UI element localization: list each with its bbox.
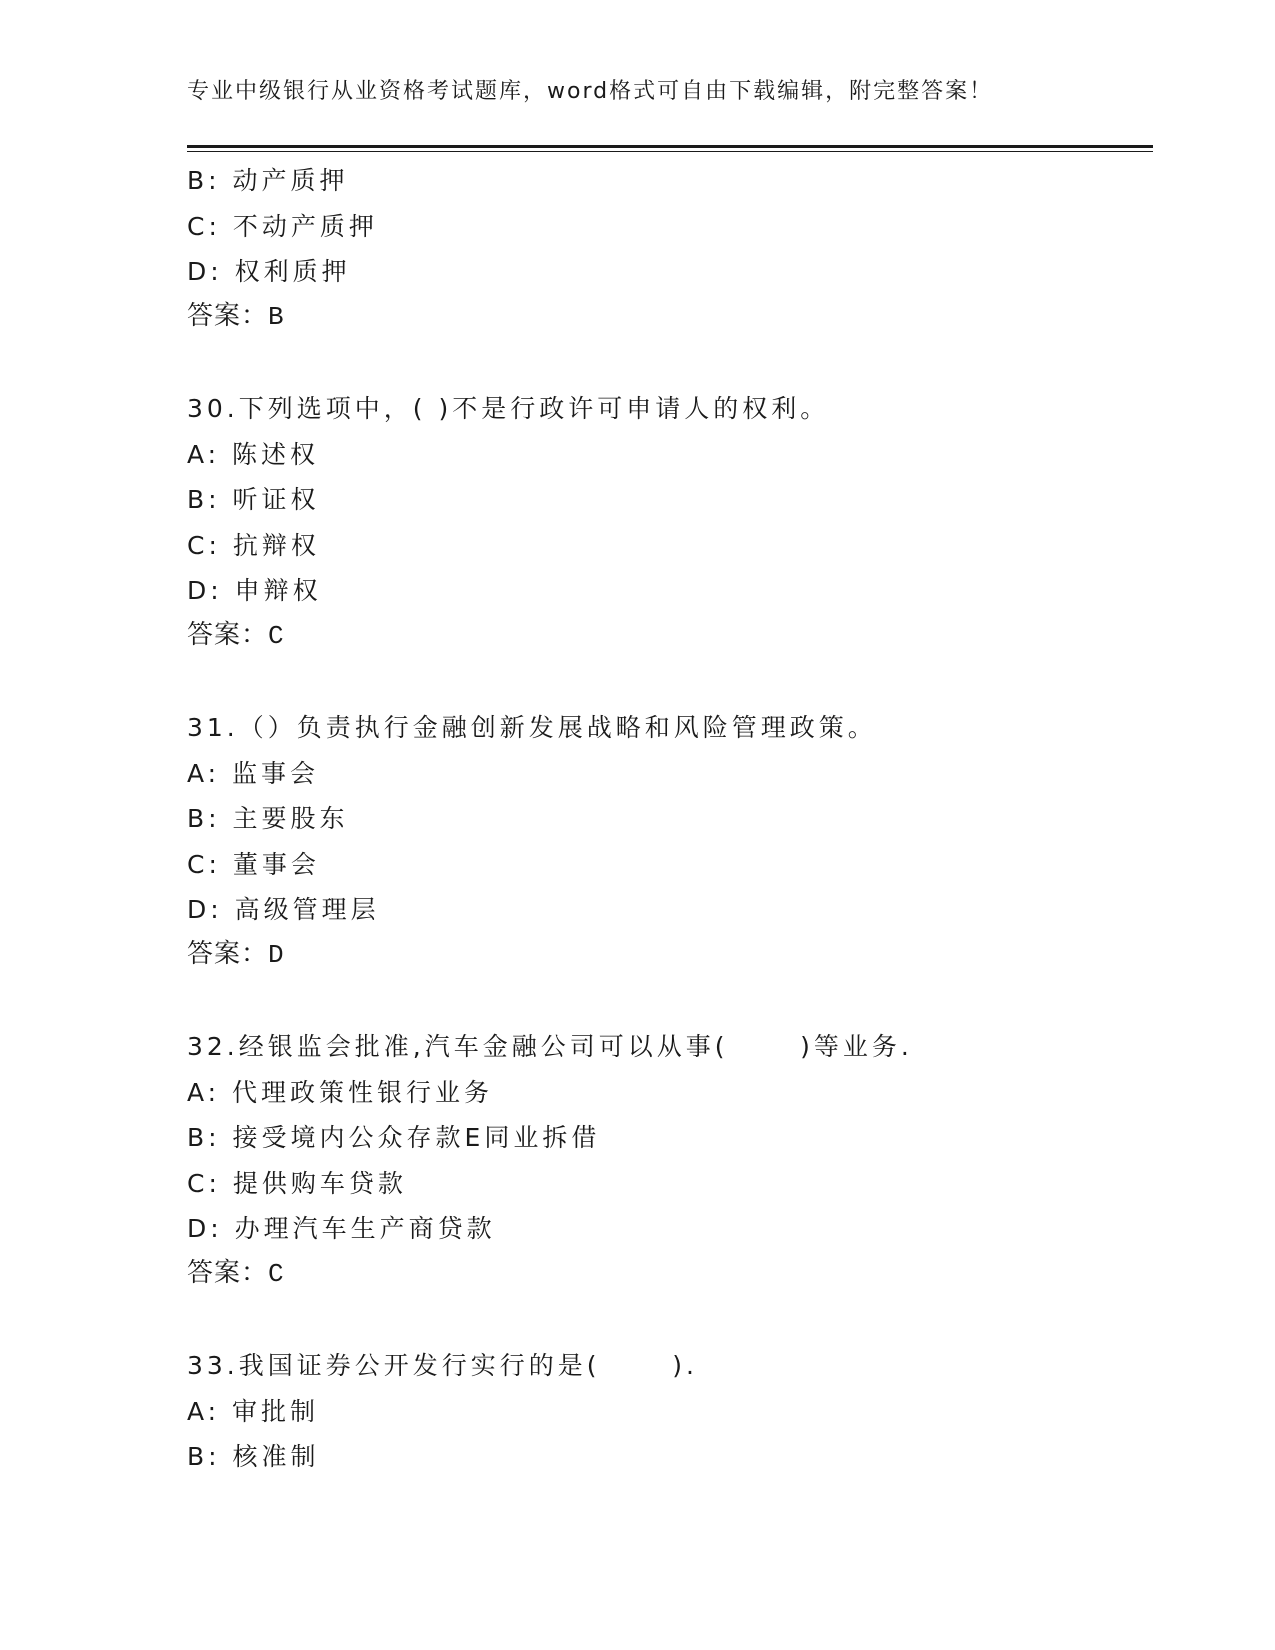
option-a: A: 审批制 xyxy=(187,1396,320,1426)
option-d: D: 高级管理层 xyxy=(187,895,380,924)
answer: 答案：B xyxy=(187,301,285,332)
option-c: C: 董事会 xyxy=(187,849,320,879)
option-b: B: 主要股东 xyxy=(187,804,349,833)
option-b: B: 听证权 xyxy=(187,485,320,514)
question-stem: 32.经银监会批准,汽车金融公司可以从事( )等业务. xyxy=(187,1032,913,1061)
option-c: C: 抗辩权 xyxy=(187,530,320,560)
option-a: A: 陈述权 xyxy=(187,439,320,469)
option-a: A: 代理政策性银行业务 xyxy=(187,1077,494,1107)
option-a: A: 监事会 xyxy=(187,758,320,788)
question-stem: 31.（）负责执行金融创新发展战略和风险管理政策。 xyxy=(187,713,877,742)
question-stem: 30.下列选项中，( )不是行政许可申请人的权利。 xyxy=(187,394,830,423)
question-content xyxy=(187,158,1153,1480)
option-d: D: 权利质押 xyxy=(187,257,351,286)
option-c: C: 不动产质押 xyxy=(187,211,378,241)
page-header: 专业中级银行从业资格考试题库，word格式可自由下载编辑，附完整答案！ xyxy=(187,79,994,104)
option-b: B: 核准制 xyxy=(187,1442,320,1471)
option-d: D: 申辩权 xyxy=(187,576,322,605)
option-c: C: 提供购车贷款 xyxy=(187,1168,407,1198)
answer: 答案：C xyxy=(187,1258,285,1289)
option-d: D: 办理汽车生产商贷款 xyxy=(187,1214,496,1243)
option-b: B: 接受境内公众存款E同业拆借 xyxy=(187,1123,601,1152)
question-stem: 33.我国证券公开发行实行的是( ). xyxy=(187,1351,698,1380)
header-rule-thick xyxy=(187,145,1153,148)
option-b: B: 动产质押 xyxy=(187,166,349,195)
answer: 答案：C xyxy=(187,620,285,651)
answer: 答案：D xyxy=(187,939,285,970)
header-rule-thin xyxy=(187,151,1153,152)
